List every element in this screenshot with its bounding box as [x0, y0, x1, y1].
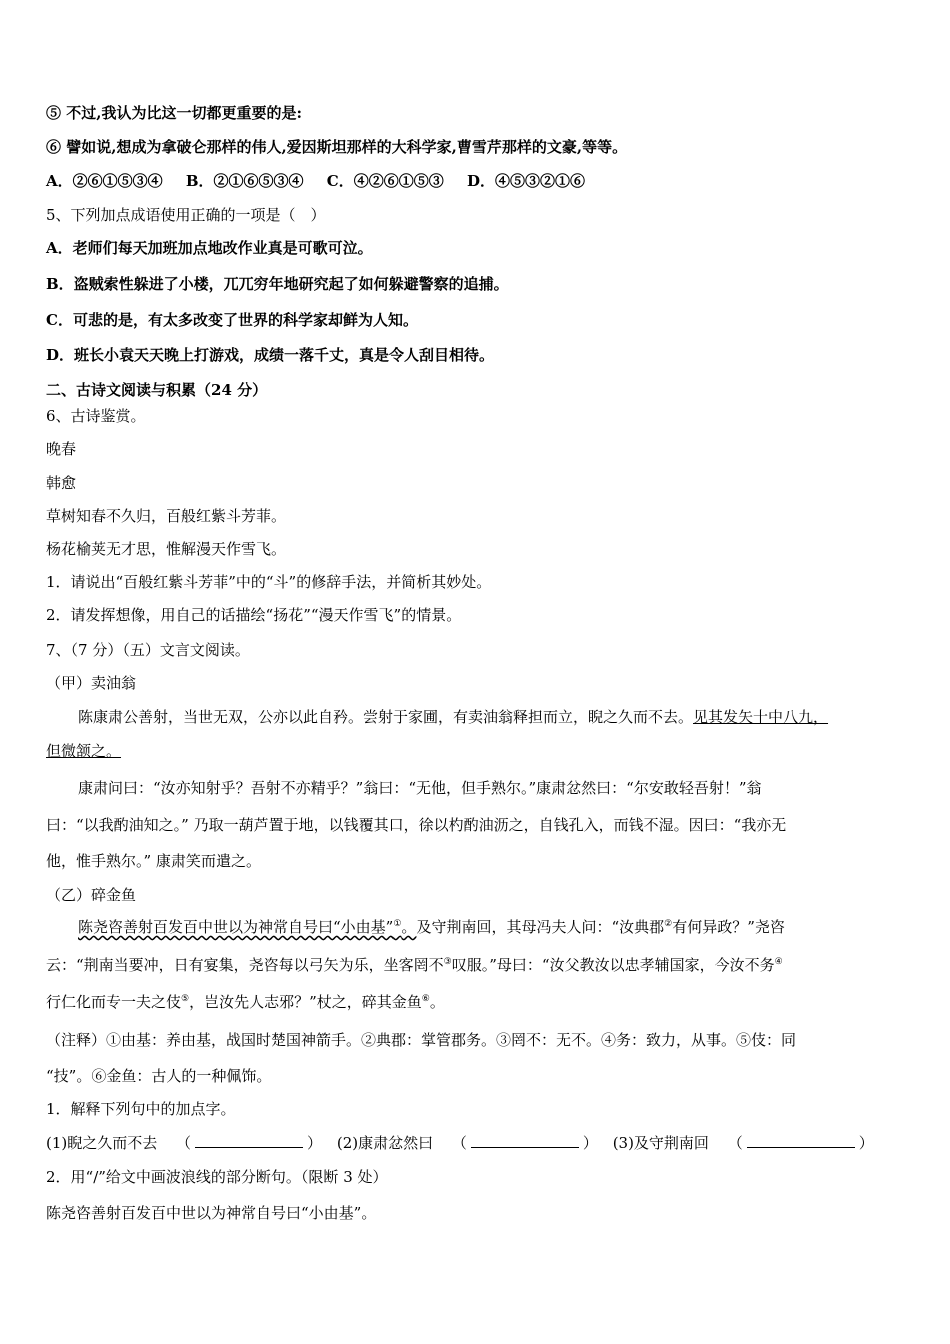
passage-yi-title: （乙）碎金鱼: [46, 886, 137, 904]
item-1-label: (1)睨之久而不去: [46, 1134, 158, 1152]
item-2-label: (2)康肃忿然曰: [336, 1134, 434, 1152]
q4-option-b: B．②①⑥⑤③④: [185, 172, 304, 190]
q4-sentence-6: ⑥ 譬如说,想成为拿破仑那样的伟人,爱因斯坦那样的大科学家,曹雪芹那样的文豪,等等。: [46, 138, 628, 156]
passage-jia-p2-line2: 曰：“以我酌油知之。” 乃取一葫芦置于地，以钱覆其口，徐以杓酌油沥之，自钱孔入，而钱不湿。因曰：“我亦无: [46, 816, 787, 834]
q4-option-a: A．②⑥①⑤③④: [46, 172, 163, 190]
passage-text: 陈康肃公善射，当世无双，公亦以此自矜。尝射于家圃，有卖油翁释担而立，睨之久而不去。: [78, 708, 694, 726]
passage-jia-p1-line1: [78, 707, 828, 727]
item-3-label: (3)及守荆南回: [612, 1134, 709, 1152]
poem-verse-1: 草树知春不久归，百般红紫斗芳菲。: [46, 507, 287, 525]
section-2-heading: 二、古诗文阅读与积累（24 分）: [46, 381, 268, 399]
passage-jia-p2-line1: 康肃问曰：“汝亦知射乎？吾射不亦精乎？”翁曰：“无他，但手熟尔。”康肃忿然曰：“尔安敢轻吾射！”翁: [78, 779, 762, 797]
q7-sub-2-text: 陈尧咨善射百发百中世以为神常自号曰“小由基”。: [46, 1204, 377, 1222]
q7-stem: 7、（7 分）（五）文言文阅读。: [46, 641, 250, 659]
q7-sub-2: 2．用“/”给文中画波浪线的部分断句。（限断 3 处）: [46, 1168, 388, 1186]
q6-stem: 6、古诗鉴赏。: [46, 407, 146, 425]
answer-blank-2[interactable]: [471, 1133, 579, 1148]
q4-option-d: D．④⑤③②①⑥: [466, 172, 585, 190]
q5-option-b: B．盗贼索性躲进了小楼，兀兀穷年地研究起了如何躲避警察的追捕。: [46, 275, 509, 293]
poem-title: 晚春: [46, 440, 77, 458]
passage-jia-p2-line3: 他，惟手熟尔。” 康肃笑而遣之。: [46, 852, 261, 870]
passage-yi-line1: 陈尧咨善射百发百中世以为神常自号曰“小由基”①。及守荆南回，其母冯夫人问：“汝典郡②有何异政？”尧咨: [78, 918, 785, 936]
q4-sentence-5: ⑤ 不过,我认为比这一切都更重要的是:: [46, 104, 302, 122]
q6-sub-2: 2．请发挥想像，用自己的话描绘“扬花”“漫天作雪飞”的情景。: [46, 606, 462, 624]
q5-option-d: D．班长小袁天天晚上打游戏，成绩一落千丈，真是令人刮目相待。: [46, 346, 495, 364]
poem-verse-2: 杨花榆荚无才思，惟解漫天作雪飞。: [46, 540, 287, 558]
annotation-line2: “技”。⑥金鱼：古人的一种佩饰。: [46, 1067, 272, 1085]
passage-jia-p1-line2: [46, 741, 121, 761]
wavy-underlined-text: 陈尧咨善射百发百中世以为神常自号曰“小由基”①。: [78, 918, 417, 936]
passage-jia-title: （甲）卖油翁: [46, 674, 137, 692]
answer-blank-1[interactable]: [195, 1133, 303, 1148]
q4-options: [46, 171, 603, 191]
q5-option-c: C．可悲的是，有太多改变了世界的科学家却鲜为人知。: [46, 311, 418, 329]
q7-sub-1: 1．解释下列句中的加点字。: [46, 1100, 236, 1118]
q7-sub-1-items: (1)睨之久而不去 （ ） (2)康肃忿然曰 （ ） (3)及守荆南回 （ ）: [46, 1134, 874, 1152]
underlined-text: 见其发矢十中八九，: [693, 708, 829, 726]
q4-option-c: C．④②⑥①⑤③: [326, 172, 444, 190]
annotation-line1: （注释）①由基：养由基，战国时楚国神箭手。②典郡：掌管郡务。③罔不：无不。④务：致力，从事。⑤伎：同: [46, 1031, 797, 1049]
q5-stem: 5、下列加点成语使用正确的一项是（ ）: [46, 206, 326, 224]
q6-sub-1: 1．请说出“百般红紫斗芳菲”中的“斗”的修辞手法，并简析其妙处。: [46, 573, 492, 591]
underlined-text: 但微颔之。: [46, 742, 122, 760]
q5-option-a: A．老师们每天加班加点地改作业真是可歌可泣。: [46, 239, 373, 257]
answer-blank-3[interactable]: [747, 1133, 855, 1148]
poem-author: 韩愈: [46, 474, 77, 492]
passage-yi-line2: 云：“荆南当要冲，日有宴集，尧咨每以弓矢为乐，坐客罔不③叹服。”母曰：“汝父教汝以忠孝辅国家，今汝不务④: [46, 956, 783, 974]
passage-yi-line3: 行仁化而专一夫之伎⑤，岂汝先人志邪？”杖之，碎其金鱼⑥。: [46, 993, 445, 1011]
